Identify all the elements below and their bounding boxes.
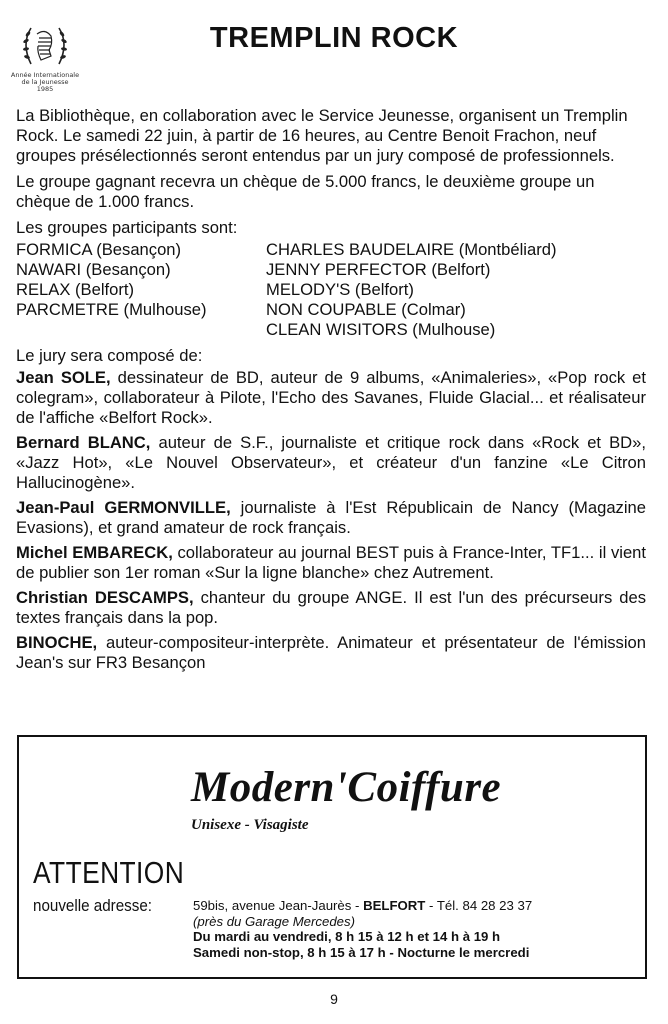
page-title: TREMPLIN ROCK <box>209 22 459 54</box>
jury-name: Bernard BLANC, <box>16 433 151 452</box>
jury-description: chanteur du groupe ANGE. Il est l'un des précurseurs des textes français dans la pop. <box>16 588 647 627</box>
group-item: CHARLES BAUDELAIRE (Montbéliard) <box>266 240 557 259</box>
advertisement-box <box>17 735 647 979</box>
jury-name: Michel EMBARECK, <box>16 543 173 562</box>
logo-caption-year: 1985 <box>36 85 54 93</box>
group-item: RELAX (Belfort) <box>16 280 135 299</box>
jury-list <box>16 368 646 673</box>
groups-list <box>16 240 646 340</box>
groups-column-right <box>266 240 646 340</box>
ad-tagline: Unisexe - Visagiste <box>191 817 309 833</box>
group-item: PARCMETRE (Mulhouse) <box>16 300 207 319</box>
ad-address-line <box>193 898 532 914</box>
ad-attention-heading: ATTENTION <box>33 855 185 890</box>
jury-description: collaborateur au journal BEST puis à France-Inter, TF1... il vient de publier son 1er roman «Sur la ligne blanche» chez Autrement. <box>16 543 647 582</box>
groups-intro: Les groupes participants sont: <box>16 218 238 237</box>
jury-name: BINOCHE, <box>16 633 98 652</box>
group-item: JENNY PERFECTOR (Belfort) <box>266 260 491 279</box>
ad-new-address-label: nouvelle adresse: <box>33 897 152 915</box>
jury-description: dessinateur de BD, auteur de 9 albums, «Animaleries», «Pop rock et colegram», collaborateur à Pilote, l'Echo des Savanes, Fluide Glacial... et réalisateur de l'affiche «Belfort Rock». <box>16 368 646 427</box>
jury-member <box>16 433 646 493</box>
logo-caption-line1: Année Internationale <box>10 71 80 79</box>
ad-phone: - Tél. 84 28 23 37 <box>425 898 533 913</box>
ad-hours-week: Du mardi au vendredi, 8 h 15 à 12 h et 14 h à 19 h <box>193 929 501 945</box>
groups-column-left <box>16 240 266 340</box>
ad-street: 59bis, avenue Jean-Jaurès - <box>193 898 364 913</box>
ad-address-note: (près du Garage Mercedes) <box>193 913 355 929</box>
article-body <box>16 106 646 678</box>
jury-member <box>16 498 646 538</box>
jury-description: auteur de S.F., journaliste et critique rock dans «Rock et BD», «Jazz Hot», «Le Nouvel Observateur», et créateur d'un fanzine «Le Citron Hallucinogène». <box>16 433 646 492</box>
group-item: CLEAN WISITORS (Mulhouse) <box>266 320 496 339</box>
jury-description: journaliste à l'Est Républicain de Nancy (Magazine Evasions), et grand amateur de rock français. <box>16 498 646 537</box>
group-item: NAWARI (Besançon) <box>16 260 171 279</box>
jury-intro: Le jury sera composé de: <box>16 346 203 365</box>
jury-name: Jean-Paul GERMONVILLE, <box>16 498 231 517</box>
ad-brand-name: Modern'Coiffure <box>191 764 502 811</box>
group-item: MELODY'S (Belfort) <box>266 280 414 299</box>
jury-description: auteur-compositeur-interprète. Animateur et présentateur de l'émission Jean's sur FR3 Besançon <box>16 633 646 672</box>
jury-name: Christian DESCAMPS, <box>16 588 194 607</box>
jury-member <box>16 368 646 428</box>
group-item: FORMICA (Besançon) <box>16 240 182 259</box>
ad-address-block <box>193 898 532 960</box>
jury-name: Jean SOLE, <box>16 368 111 387</box>
page-number: 9 <box>330 991 338 1007</box>
jury-member <box>16 543 646 583</box>
group-item: NON COUPABLE (Colmar) <box>266 300 466 319</box>
intro-paragraph-2: Le groupe gagnant recevra un chèque de 5.000 francs, le deuxième groupe un chèque de 1.000 francs. <box>16 172 595 211</box>
logo-caption-line2: de la Jeunesse <box>21 78 69 86</box>
ad-hours-saturday: Samedi non-stop, 8 h 15 à 17 h - Nocturne le mercredi <box>193 944 530 960</box>
jury-member <box>16 588 646 628</box>
jury-member <box>16 633 646 673</box>
ad-city: BELFORT <box>363 898 426 913</box>
intro-paragraph-1: La Bibliothèque, en collaboration avec le Service Jeunesse, organisent un Tremplin Rock. Le samedi 22 juin, à partir de 16 heures, au Centre Benoit Frachon, neuf groupes présélectionnés seront entendus par un jury composé de professionnels. <box>16 106 628 165</box>
